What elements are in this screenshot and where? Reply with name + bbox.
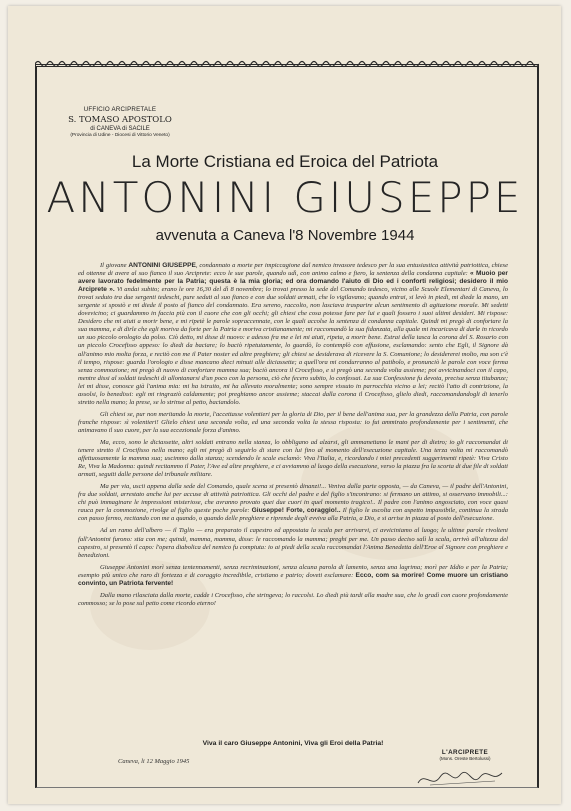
document-subtitle: La Morte Cristiana ed Eroica del Patriota — [131, 152, 439, 171]
emphasized-text: « Muoio per avere lavorato fedelmente per la Patria; questa è la mia gloria; ed ora domando l'aiuto di Dio ed i conforti religiosi; desidero il mio Arciprete ». — [78, 270, 508, 294]
paragraph-text: , condannato a morte per impiccagione dal nemico invasore tedesco per la sua entusiastica attività patriottica, chiese ed ottenne di avere al suo fianco il suo Arciprete: ecco le sue parole, quando udì, con animo calmo e fiero, la sentenza della condanna capitale: — [78, 262, 508, 278]
paragraph-text: Il giovane — [100, 262, 129, 269]
paragraph-text: Ma per via, uscii appena dalla sede del Comando, quale scena si presentò dinanzi!... Veniva dalla parte opposta, — da Caneva, — il padre dell'Antonini, fra due soldati, arrestato anche lui per accuse di attività patriottica. Gli occhi del padre e del figlio s'incontrano: si fermano un attimo, si osservano immobili...: chi può immaginare le impressioni misteriose, che avranno provato quei due cuori in quel momento tragico!.. Il padre con l'animo angosciato, con voce quasi rauca per la commozione, rivolge al figlio queste poche parole: — [78, 483, 508, 515]
handwritten-signature — [410, 765, 510, 793]
body-paragraph — [78, 262, 508, 407]
paragraph-text: Ad un ramo dell'albero — il Tiglio — era preparato il capestro ed appostata la scala per arrivarvi, ci avviciniamo al luogo; le ultime parole rivolteni fall'Antonini furono: stia con me; quindi, mamma, mamma, disse: le raccomando la mamma; preghi per me. Un passo deciso salì la scala, arrivò all'altezza del capestro, si presentò il capo: l'opera diabolica del nemico fu compiuta: io ai piedi della scala raccomandai l'Anima Benedetta dell'Eroe al Signore con preghiere e benedizioni. — [78, 527, 508, 559]
body-paragraph — [78, 592, 508, 608]
body-paragraph — [78, 564, 508, 588]
body-paragraph — [78, 527, 508, 559]
place-date: Caneva, li 12 Maggio 1945 — [118, 758, 190, 765]
signature-block — [420, 749, 510, 761]
paragraph-text: Vi andai subito; erano le ore 16,30 del dì 8 novembre; lo trovai presso la sede del Comando tedesco, vicino alle Scuole Elementari di Caneva, lo trovai seduto tra due sergenti tedeschi, pure seduti al suo fianco e con due soldati armati, che lo vigilavano; quando entrai, si levò in piedi, mi diede la mano, un sergente si spostò e mi diede il posto al fianco del condannato. Era sereno, raccolto, non lasciava trasparire alcun sentimento di agitazione morale. Mi sedetti dovevicino; ci guardammo in faccia più con il cuore che con gli occhi; gli chiesi che cosa potesse fare per lui e quali fossero i suoi ultimi desideri. Mi rispose: Desidero che mi aiuti a morir bene, e mi ripetè le parole sopraccennate, con le quali accolse la sentenza di condanna capitale. Quindi mi pregò di confortare la sua mamma, e di dirle che egli moriva da forte per la Patria e moriva cristianamente; mi raccomandò la sua fidanzata, alla quale mi incaricava di darle in ricordo un suo piccolo orologio da polso. Ciò detto, mi disse di nuovo: e adesso fra me e lei mi aiuti, ripeta, a morir bene. Estrai della tasca la corona del S. Rosario con un piccolo Crocefisso appeso: lo diedi da baciare; lo baciò ripetutamente, lo guardò, lo contemplò con effusione, esclamando: sento che Egli, il Signore dà all'animo mio molta forza, e recitò con me il Pater noster ed altre preghiere; gli chiesi se desiderava di ricevere la S. Comunione; lo desidererei molto, ma son c'è il tempo, rispose: guarda l'orologio e disse mancano dieci minuti alle diciassette; a quell'ora mi condurranno al patibolo, e pronunciò le parole con voce ferma senza commozione; mi pregò di nuovo di confortare mamma sua; baciò ancora il Crocefisso, e si pregò una seconda volta assieme; poi avvicinandoci con il capo, mentre dissi al soldati tedeschi di allontanarsi d'un poco con la persona, ciò che fecero subito, lo confessai. La sua Confessione fu devota, precisa senza titubanze; lei mi disse, conosce già l'anima mia: mi ha istruito, mi ha allevato moralmente; sono sempre vissuto in parrocchia vicino a lei; recitò l'atto di contrizione, la assolsi, lo benedissi: egli mi ringraziò caldamente; poi preghiamo ancor assieme; staccai dalla corona il Crocefisso, glielo diedi, raccomandandogli di tenerlo stretto nella mano; la prese, se lo strinse al petto, baciandolo. — [78, 286, 508, 406]
signer-name: (Mons. Oreste Bertolussi) — [439, 756, 491, 761]
document-body — [78, 262, 508, 612]
parish-province: (Provincia di Udine - Diocesi di Vittorio Veneto) — [70, 133, 170, 138]
office-label: UFFICIO ARCIPRETALE — [83, 106, 157, 113]
body-paragraph — [78, 411, 508, 435]
body-paragraph — [78, 439, 508, 479]
paragraph-text: Gli chiesi se, pur non meritando la morte, l'accettasse volentieri per la gloria di Dio, per il bene dell'anima sua, per la grandezza della Patria, con parole franche rispose: sì volentieri! Glielo chiesi una seconda volta, ed una seconda volta la stessa risposta: io fui ammirato profondamente per i sentimenti, che animavano il suo cuore, per la sua eccezionale forza d'animo. — [78, 410, 508, 434]
emphasized-text: Ecco, com sa morire! Come muore un cristiano convinto, un Patriota fervente! — [78, 571, 508, 587]
body-paragraph — [78, 483, 508, 523]
parish-location: di CANEVA di SACILE — [90, 126, 150, 132]
parish-name: S. TOMASO APOSTOLO — [68, 115, 172, 125]
emphasized-text: Giuseppe! Forte, coraggio!.. — [251, 507, 341, 515]
signer-title: L'ARCIPRETE — [441, 749, 489, 756]
paragraph-text: Dalla mano rilasciata dalla morte, cadde i Crocefisso, che stringeva; lo raccolsi. Lo diedi più tardi alla madre sua, che lo gradì con cuore profondamente commosso; se lo pose sul petto come ricordo eterno! — [78, 591, 508, 607]
paragraph-text: Il figlio le ascolta con aspetto impassibile, continua la strada con passo fermo, recitando con me a quando, o quando delle preghiere e riprende degli evviva alla Patria, a Dio, e si arrise in piazza al posto dell'esecuzione. — [78, 507, 508, 523]
emphasized-text: ANTONINI GIUSEPPE — [128, 262, 196, 269]
document-date-line: avvenuta a Caneva l'8 Novembre 1944 — [155, 227, 415, 244]
paragraph-text: Giuseppe Antonini morì senza tentennamenti, senza recriminazioni, senza alcuna parola di lamento, senza una lagrima; morì per Iddio e per la Patria; esempio più unico che raro di fortezza e di coraggio incredibile, cristiano e patrio; doveti esclamare: — [78, 563, 508, 579]
paragraph-text: Ma, ecco, sono le diciassette, altri soldati entrano nella stanza, lo obbligano ad alzarsi, gli ammanettano le mani per di dietro; io gli raccomandai di tenere stretto il Crocifisso nella mano; egli mi pregò di seguirlo di stare con lui fino al momento dell'esecuzione capitale. Una terza volta mi raccomandò affettuosamente la mamma sua; uscimmo dalla stanza; scendendo le scale esclamò: Viva l'Italia, e, ricordando i miei precedenti suggerimenti ripetè: Viva Cristo Re, Viva la Madonna: quindi recitammo il Pater, l'Ave ed altre preghiere, e ci avviammo al luogo della esecuzione, verso la piazza fra la scorta di due file di soldati armati, seguiti dalle persone del tribunale militare. — [78, 438, 508, 479]
parish-header — [55, 106, 185, 138]
document-title-name: ANTONINI GIUSEPPE — [46, 173, 524, 222]
closing-line: Viva il caro Giuseppe Antonini, Viva gli Eroi della Patria! — [202, 740, 384, 747]
